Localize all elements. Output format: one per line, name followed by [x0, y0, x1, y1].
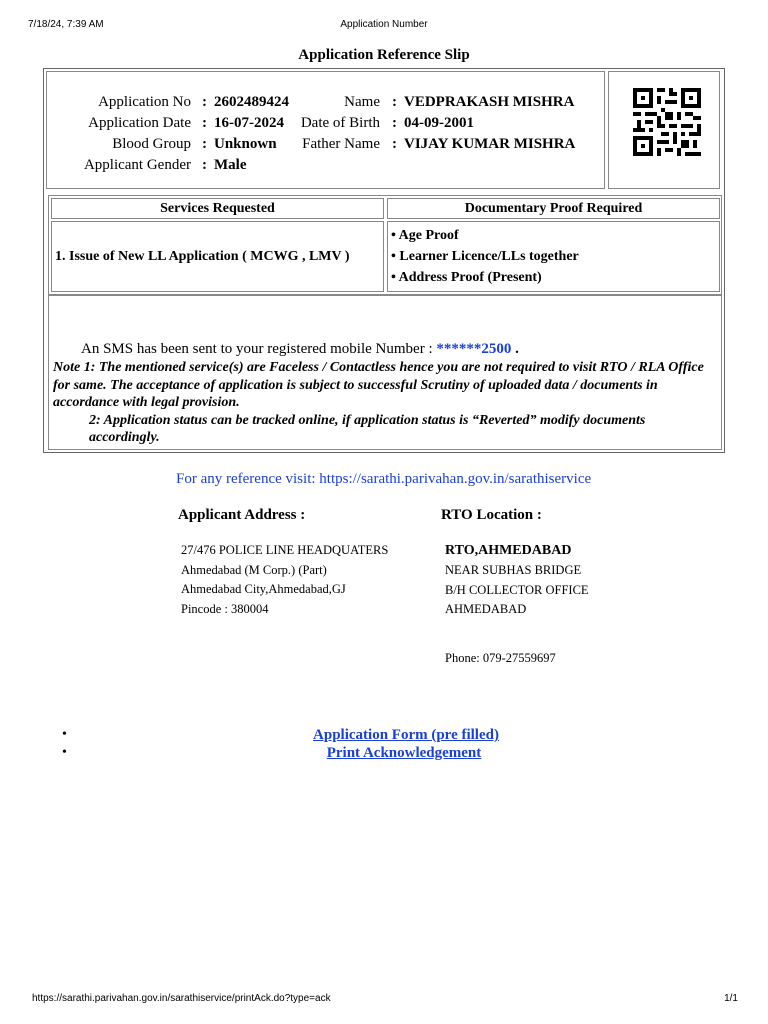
- gender-label: Applicant Gender: [83, 157, 191, 173]
- proof-item: • Learner Licence/LLs together: [391, 249, 579, 264]
- qr-code-panel: [608, 71, 720, 189]
- father-name-value: VIJAY KUMAR MISHRA: [404, 136, 576, 152]
- application-no-value: 2602489424: [214, 94, 289, 110]
- applicant-info-panel: [46, 71, 605, 189]
- separator: :: [202, 115, 207, 131]
- address-line: Ahmedabad City,Ahmedabad,GJ: [181, 582, 346, 596]
- service-requested: [51, 221, 384, 292]
- bullet: •: [62, 727, 67, 742]
- info-row-3: [47, 134, 602, 154]
- separator: :: [392, 115, 397, 131]
- list-item: [0, 726, 768, 744]
- blood-group-label: Blood Group: [112, 136, 191, 152]
- list-item: [0, 744, 768, 762]
- note-1: Note 1: The mentioned service(s) are Faceless / Contactless hence you are not required to visit RTO / RLA Office for same. The acceptance of application is subject to successful Scrutiny of uploaded data / documents in accordance with legal provision.: [53, 360, 704, 410]
- rto-address: [445, 541, 589, 620]
- address-line: Pincode : 380004: [181, 601, 269, 616]
- print-page-title: Application Number: [340, 19, 428, 30]
- sms-number: ******2500: [436, 341, 512, 357]
- rto-address-line: AHMEDABAD: [445, 602, 527, 616]
- name-value: VEDPRAKASH MISHRA: [404, 94, 575, 110]
- applicant-address: [181, 541, 388, 619]
- blood-group-value: Unknown: [214, 136, 277, 152]
- print-header: [0, 19, 768, 33]
- dob-value: 04-09-2001: [404, 115, 474, 131]
- separator: :: [202, 136, 207, 152]
- rto-phone: Phone: 079-27559697: [445, 651, 556, 665]
- proof-item: • Age Proof: [391, 228, 459, 243]
- address-line: Ahmedabad (M Corp.) (Part): [181, 562, 327, 577]
- father-name-label: Father Name: [302, 136, 380, 152]
- rto-location-heading: RTO Location :: [441, 507, 542, 523]
- print-url: https://sarathi.parivahan.gov.in/sarathiservice/printAck.do?type=ack: [32, 993, 331, 1004]
- sms-notice: [81, 341, 519, 358]
- rto-address-line: B/H COLLECTOR OFFICE: [445, 582, 589, 597]
- dob-label: Date of Birth: [300, 115, 380, 131]
- proof-list: [387, 221, 720, 292]
- separator: :: [202, 157, 207, 173]
- rto-name: RTO,AHMEDABAD: [445, 543, 572, 558]
- application-date-label: Application Date: [88, 115, 191, 131]
- bullet: •: [62, 745, 67, 760]
- notice-panel: [48, 295, 722, 450]
- separator: :: [202, 94, 207, 110]
- print-datetime: 7/18/24, 7:39 AM: [28, 19, 104, 30]
- proof-header: Documentary Proof Required: [387, 198, 720, 219]
- slip-title: Application Reference Slip: [298, 47, 470, 63]
- address-line: 27/476 POLICE LINE HEADQUATERS: [181, 543, 389, 557]
- info-row-1: [47, 92, 602, 112]
- reference-url: For any reference visit: https://sarathi.parivahan.gov.in/sarathiservice: [176, 471, 592, 487]
- info-row-2: [47, 113, 602, 133]
- application-form-link[interactable]: Application Form (pre filled): [313, 727, 499, 743]
- services-table: [48, 195, 722, 295]
- action-links: [0, 726, 768, 762]
- services-header: Services Requested: [51, 198, 384, 219]
- print-footer: [0, 993, 768, 1007]
- application-no-label: Application No: [98, 94, 191, 110]
- rto-address-line: NEAR SUBHAS BRIDGE: [445, 563, 582, 577]
- sms-suffix: .: [515, 341, 519, 357]
- name-label: Name: [344, 94, 380, 110]
- print-acknowledgement-link[interactable]: Print Acknowledgement: [326, 745, 482, 761]
- applicant-address-heading: Applicant Address :: [178, 507, 306, 523]
- gender-value: Male: [214, 157, 247, 173]
- application-date-value: 16-07-2024: [214, 115, 284, 131]
- service-text: 1. Issue of New LL Application ( MCWG , LMV ): [55, 248, 350, 264]
- separator: :: [392, 94, 397, 110]
- sms-text: An SMS has been sent to your registered mobile Number :: [81, 341, 433, 357]
- proof-item: • Address Proof (Present): [391, 270, 542, 285]
- qr-code-icon: [633, 88, 701, 156]
- separator: :: [392, 136, 397, 152]
- page-number: 1/1: [724, 993, 738, 1004]
- notes: [53, 359, 717, 447]
- note-2: 2: Application status can be tracked online, if application status is “Reverted” modify documents accordingly.: [89, 412, 646, 445]
- info-row-4: [47, 155, 602, 175]
- reference-slip: [43, 68, 725, 453]
